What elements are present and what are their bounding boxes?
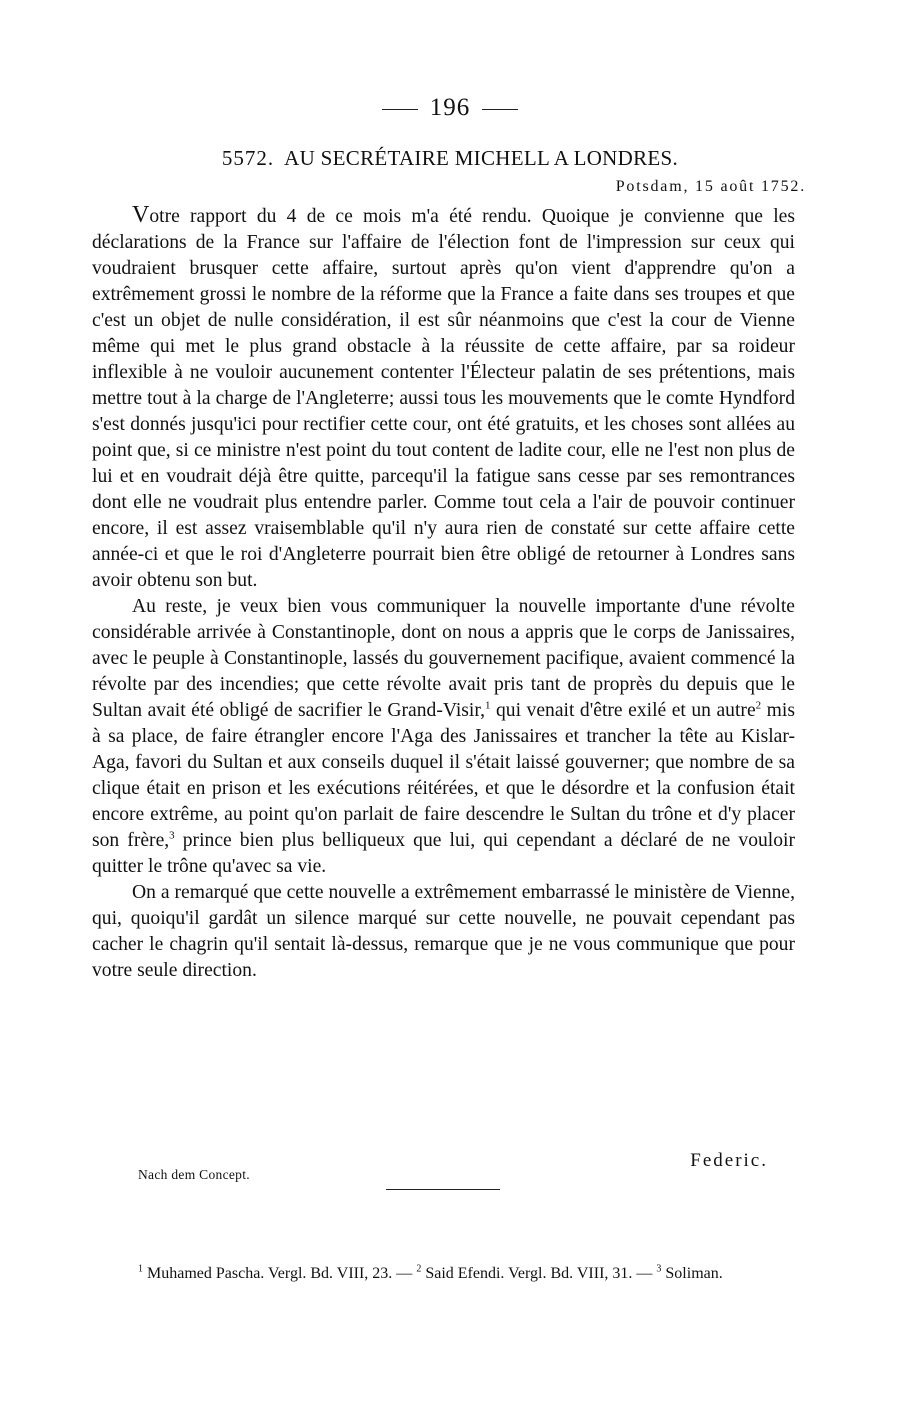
paragraph-2-part-1: Au reste, je veux bien vous communiquer la nouvelle importante d'une révolte considérable arrivée à Constantinople, dont on nous a appris que le corps de Janissaires, avec le peuple à Constantinople, lassés du gouvernement pacifique, avaient commencé la révolte par des incendies; que cette révolte avait pris tant de proprès du depuis que le Sultan avait été obligé de sacrifier le Grand-Visir, <box>92 596 795 721</box>
footnote-ref-3: 3 <box>169 829 175 842</box>
page-number-dash-right <box>482 109 518 110</box>
footnote-ref-2: 2 <box>755 699 762 712</box>
paragraph-1: Votre rapport du 4 de ce mois m'a été rendu. Quoique je convienne que les déclarations de la France sur l'affaire de l'élection font de l'impression sur ceux qui voudraient brusquer cette affaire, surtout après qu'on vient d'apprendre qu'on a extrêmement grossi le nombre de la réforme que la France a faite dans ses troupes et que c'est un objet de nulle considération, il est sûr néanmoins que c'est la cour de Vienne même qui met le plus grand obstacle à la réussite de cette affaire, par sa roideur inflexible à ne vouloir aucunement contenter l'Électeur palatin de ses prétentions, mais mettre tout à la charge de l'Angleterre; aussi tous les mouvements que le comte Hyndford s'est donnés jusqu'ici pour rectifier cette cour, ont été gratuits, et les choses sont allées au point que, si ce ministre n'est point du tout content de ladite cour, elle ne l'est non plus de lui et en voudrait déjà être quitte, parcequ'il la fatigue sans cesse par ses remontrances dont elle ne voudrait plus entendre parler. Comme tout cela a l'air de pouvoir continuer encore, il est assez vraisemblable qu'il n'y aura rien de constaté sur cette affaire cette année-ci et que le roi d'Angleterre pourrait bien être obligé de retourner à Londres sans avoir obtenu son but. <box>92 202 795 591</box>
footnote-1: Muhamed Pascha. Vergl. Bd. VIII, 23. — <box>143 1265 417 1282</box>
footnote-mark-3: 3 <box>656 1263 662 1275</box>
letter-body <box>92 202 795 984</box>
signature: Federic. <box>690 1150 768 1171</box>
footnote-ref-1: 1 <box>484 699 491 712</box>
footnote-text <box>92 1262 795 1286</box>
place-date: Potsdam, 15 août 1752. <box>615 178 806 195</box>
footnote-mark-1: 1 <box>138 1263 143 1275</box>
paragraph-2-part-2: qui venait d'être exilé et un autre <box>490 700 756 721</box>
paragraph-3: On a remarqué que cette nouvelle a extrêmement embarrassé le ministère de Vienne, qui, quoiqu'il gardât un silence marqué sur cette nouvelle, ne pouvait cependant pas cacher le chagrin qu'il sentait là-dessus, remarque que je ne vous communique que pour votre seule direction. <box>92 882 795 981</box>
paragraph-2-part-4: prince bien plus belliqueux que lui, qui cependant a déclaré de ne vouloir quitter le trône qu'avec sa vie. <box>92 830 796 877</box>
letter-number: 5572. <box>221 146 275 170</box>
footnote-mark-2: 2 <box>416 1263 422 1275</box>
paragraph-2-part-3: mis à sa place, de faire étrangler encore l'Aga des Janissaires et trancher la tête au Kislar-Aga, favori du Sultan et aux conseils duquel il s'était laissé gouverner; que nombre de sa clique était en prison et les exécutions réitérées, et que le désordre et la confusion était encore extrême, au point qu'on parlait de faire descendre le Sultan du trône et d'y placer son frère, <box>92 700 795 851</box>
footnote-3: Soliman. <box>661 1265 723 1282</box>
page-number <box>0 94 900 122</box>
page-number-value: 196 <box>429 94 471 121</box>
footnote-divider <box>386 1189 500 1190</box>
source-note: Nach dem Concept. <box>138 1167 250 1182</box>
footnotes <box>92 1262 795 1286</box>
letter-heading <box>0 146 900 171</box>
paragraph-2 <box>92 594 795 880</box>
footnote-2: Said Efendi. Vergl. Bd. VIII, 31. — <box>421 1265 657 1282</box>
letter-title: AU SECRÉTAIRE MICHELL A LONDRES. <box>284 146 679 170</box>
page-number-dash-left <box>382 109 418 110</box>
